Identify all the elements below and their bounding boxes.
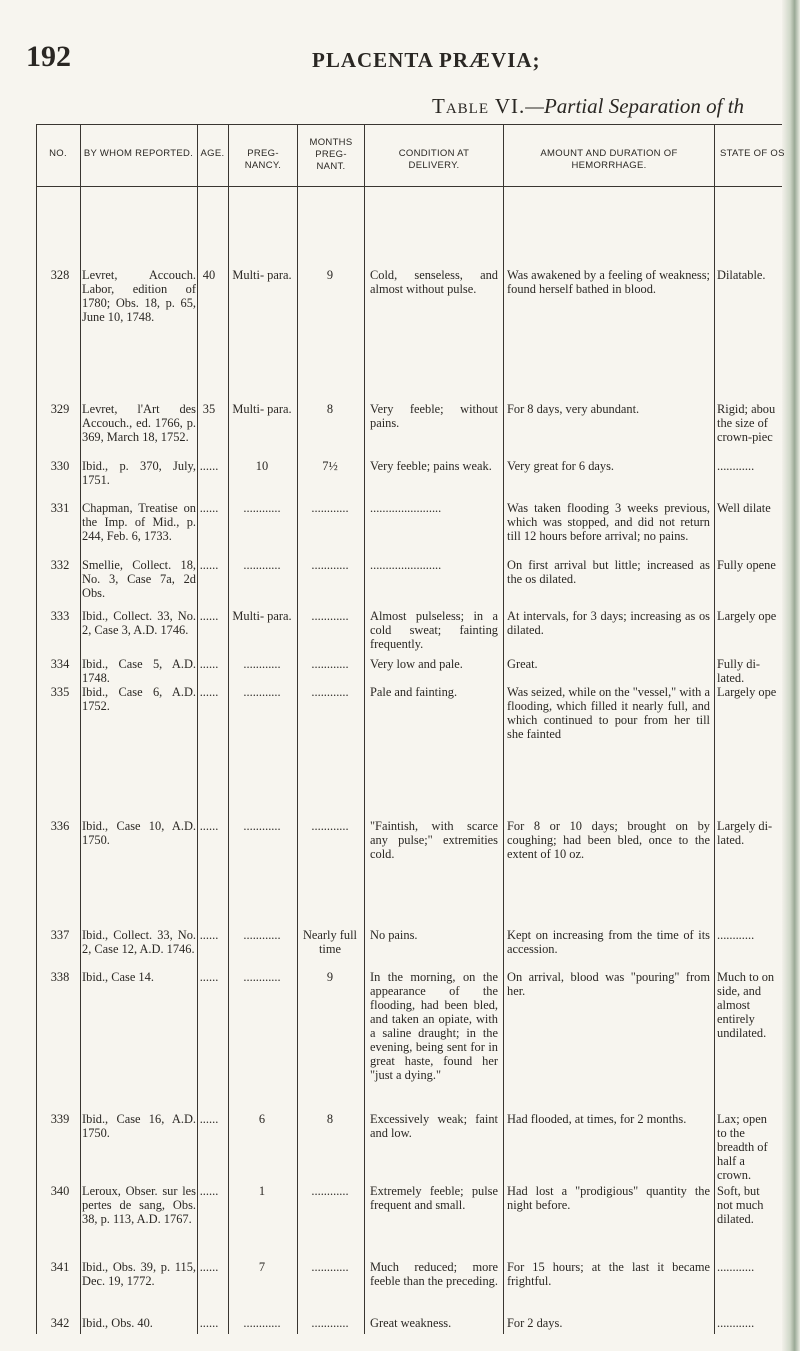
header-bottom-rule (36, 186, 782, 187)
cell-age: ...... (199, 928, 219, 942)
cell-condition: "Faintish, with scarce any pulse;" extremities cold. (370, 819, 498, 861)
cell-pregnancy: ............ (243, 970, 281, 984)
cell-reported-by: Ibid., Collect. 33, No. 2, Case 12, A.D. 1746. (82, 928, 196, 956)
col-rule (228, 124, 229, 1334)
page-edge-shadow (782, 0, 800, 1351)
table-label: Table VI. (432, 94, 526, 118)
cell-state: Largely ope (717, 685, 777, 699)
cell-hemorrhage: Very great for 6 days. (507, 459, 615, 473)
header-pregnancy: PREG- NANCY. (244, 148, 282, 171)
cell-pregnancy: ............ (243, 685, 281, 699)
cell-reported-by: Ibid., Case 10, A.D. 1750. (82, 819, 196, 847)
cell-condition: Very feeble; pains weak. (370, 459, 492, 473)
cell-months: 9 (326, 268, 334, 282)
cell-months: ............ (311, 609, 349, 623)
cell-hemorrhage: Kept on increasing from the time of its accession. (507, 928, 710, 956)
cell-no: 341 (50, 1260, 70, 1274)
cell-condition: In the morning, on the appearance of the flooding, had been bled, and taken an opiate, with a saline draught; in the evening, being sent for in great haste, found her "just a dying." (370, 970, 498, 1082)
header-age: AGE. (200, 148, 225, 159)
cell-hemorrhage: At intervals, for 3 days; increasing as os dilated. (507, 609, 710, 637)
cell-reported-by: Ibid., Collect. 33, No. 2, Case 3, A.D. 1746. (82, 609, 196, 637)
cell-state: Rigid; abou the size of crown-piec (717, 402, 776, 444)
cell-pregnancy: ............ (243, 1316, 281, 1330)
cell-hemorrhage: For 8 or 10 days; brought on by coughing; had been bled, once to the extent of 10 oz. (507, 819, 710, 861)
cell-age: ...... (199, 657, 219, 671)
cell-pregnancy: ............ (243, 657, 281, 671)
cell-condition: Almost pulseless; in a cold sweat; fainting frequently. (370, 609, 498, 651)
cell-no: 329 (50, 402, 70, 416)
col-rule (714, 124, 715, 1334)
cell-age: ...... (199, 558, 219, 572)
cell-hemorrhage: Had flooded, at times, for 2 months. (507, 1112, 687, 1126)
cell-pregnancy: ............ (243, 558, 281, 572)
cell-condition: ....................... (370, 558, 442, 572)
cell-condition: Very low and pale. (370, 657, 463, 671)
cell-state: ............ (717, 1260, 755, 1274)
cell-condition: Great weakness. (370, 1316, 452, 1330)
cell-reported-by: Ibid., Obs. 40. (82, 1316, 153, 1330)
cell-no: 339 (50, 1112, 70, 1126)
cell-hemorrhage: For 2 days. (507, 1316, 563, 1330)
cell-state: ............ (717, 928, 755, 942)
cell-pregnancy: ............ (243, 501, 281, 515)
col-rule (364, 124, 365, 1334)
cell-age: 35 (202, 402, 216, 416)
cell-reported-by: Ibid., Case 6, A.D. 1752. (82, 685, 196, 713)
header-reported-by: BY WHOM REPORTED. (83, 148, 194, 159)
table-title (432, 94, 744, 119)
cell-age: ...... (199, 1184, 219, 1198)
cell-reported-by: Smellie, Collect. 18, No. 3, Case 7a, 2d Obs. (82, 558, 196, 600)
cell-no: 338 (50, 970, 70, 984)
cell-age: ...... (199, 970, 219, 984)
cell-age: ...... (199, 501, 219, 515)
cell-no: 340 (50, 1184, 70, 1198)
cell-state: Fully di- lated. (717, 657, 761, 685)
cell-state: Well dilate (717, 501, 771, 515)
cell-state: Soft, but not much dilated. (717, 1184, 764, 1226)
cell-state: Largely di- lated. (717, 819, 773, 847)
header-condition: CONDITION AT DELIVERY. (398, 148, 470, 171)
cell-hemorrhage: For 15 hours; at the last it became frightful. (507, 1260, 710, 1288)
cell-hemorrhage: Was seized, while on the "vessel," with a flooding, which filled it nearly full, and which continued to pour from her till she fainted (507, 685, 710, 741)
cell-age: 40 (202, 268, 216, 282)
cell-age: ...... (199, 1112, 219, 1126)
cell-state: Dilatable. (717, 268, 766, 282)
cell-no: 331 (50, 501, 70, 515)
table-top-rule (36, 124, 782, 125)
cell-pregnancy: 1 (258, 1184, 266, 1198)
header-months-pregnant: MONTHS PREG- NANT. (309, 137, 353, 172)
col-rule (80, 124, 81, 1334)
col-rule (503, 124, 504, 1334)
cell-months: ............ (311, 501, 349, 515)
cell-months: 8 (326, 1112, 334, 1126)
cell-hemorrhage: For 8 days, very abundant. (507, 402, 640, 416)
running-head: PLACENTA PRÆVIA; (312, 48, 541, 72)
cell-condition: Much reduced; more feeble than the preceding. (370, 1260, 498, 1288)
cell-no: 328 (50, 268, 70, 282)
cell-age: ...... (199, 819, 219, 833)
cell-hemorrhage: Was taken flooding 3 weeks previous, which was stopped, and did not return till 12 hours before arrival; no pains. (507, 501, 710, 543)
cell-no: 333 (50, 609, 70, 623)
cell-pregnancy: 6 (258, 1112, 266, 1126)
cell-age: ...... (199, 1260, 219, 1274)
cell-state: Largely ope (717, 609, 777, 623)
col-rule (197, 124, 198, 1334)
cell-reported-by: Levret, l'Art des Accouch., ed. 1766, p. 369, March 18, 1752. (82, 402, 196, 444)
header-hemorrhage: AMOUNT AND DURATION OF HEMORRHAGE. (540, 148, 678, 171)
table-caption: —Partial Separation of th (525, 94, 745, 118)
cell-state: Much to on side, and almost entirely undilated. (717, 970, 775, 1040)
cell-age: ...... (199, 685, 219, 699)
cell-reported-by: Ibid., Obs. 39, p. 115, Dec. 19, 1772. (82, 1260, 196, 1288)
page-number: 192 (26, 40, 71, 73)
cell-condition: Excessively weak; faint and low. (370, 1112, 498, 1140)
cell-no: 342 (50, 1316, 70, 1330)
cell-months: 7½ (322, 459, 338, 473)
cell-condition: Cold, senseless, and almost without pulse. (370, 268, 498, 296)
cell-months: 8 (326, 402, 334, 416)
cell-reported-by: Ibid., Case 16, A.D. 1750. (82, 1112, 196, 1140)
cell-pregnancy: ............ (243, 928, 281, 942)
cell-pregnancy: Multi- para. (232, 402, 292, 416)
cell-condition: ....................... (370, 501, 442, 515)
cell-months: 9 (326, 970, 334, 984)
cell-age: ...... (199, 609, 219, 623)
cell-reported-by: Levret, Accouch. Labor, edition of 1780; Obs. 18, p. 65, June 10, 1748. (82, 268, 196, 324)
cell-condition: No pains. (370, 928, 418, 942)
cell-months: ............ (311, 657, 349, 671)
cell-hemorrhage: On arrival, blood was "pouring" from her. (507, 970, 710, 998)
cell-no: 335 (50, 685, 70, 699)
cell-months: ............ (311, 1184, 349, 1198)
col-rule (297, 124, 298, 1334)
cell-hemorrhage: Had lost a "prodigious" quantity the night before. (507, 1184, 710, 1212)
cell-no: 334 (50, 657, 70, 671)
cell-reported-by: Ibid., p. 370, July, 1751. (82, 459, 196, 487)
header-no: NO. (49, 148, 67, 159)
cell-state: ............ (717, 459, 755, 473)
cell-months: ............ (311, 819, 349, 833)
cell-condition: Pale and fainting. (370, 685, 458, 699)
cell-reported-by: Chapman, Treatise on the Imp. of Mid., p. 244, Feb. 6, 1733. (82, 501, 196, 543)
cell-reported-by: Ibid., Case 5, A.D. 1748. (82, 657, 196, 685)
cell-state: ............ (717, 1316, 755, 1330)
cell-hemorrhage: Was awakened by a feeling of weakness; found herself bathed in blood. (507, 268, 710, 296)
cell-months: ............ (311, 1316, 349, 1330)
cell-no: 337 (50, 928, 70, 942)
cell-state: Lax; open to the breadth of half a crown. (717, 1112, 768, 1182)
cell-months: ............ (311, 1260, 349, 1274)
cell-months: Nearly full time (302, 928, 357, 956)
cell-state: Fully opene (717, 558, 776, 572)
data-table (36, 124, 785, 1334)
cell-pregnancy: Multi- para. (232, 268, 292, 282)
cell-months: ............ (311, 558, 349, 572)
cell-reported-by: Ibid., Case 14. (82, 970, 154, 984)
cell-hemorrhage: On first arrival but little; increased as the os dilated. (507, 558, 710, 586)
cell-no: 330 (50, 459, 70, 473)
cell-condition: Very feeble; without pains. (370, 402, 498, 430)
cell-pregnancy: ............ (243, 819, 281, 833)
cell-pregnancy: Multi- para. (232, 609, 292, 623)
cell-reported-by: Leroux, Obser. sur les pertes de sang, Obs. 38, p. 113, A.D. 1767. (82, 1184, 196, 1226)
cell-pregnancy: 10 (255, 459, 269, 473)
cell-no: 332 (50, 558, 70, 572)
cell-no: 336 (50, 819, 70, 833)
cell-months: ............ (311, 685, 349, 699)
cell-hemorrhage: Great. (507, 657, 538, 671)
header-state-of-os: STATE OF OS (720, 148, 785, 159)
cell-age: ...... (199, 1316, 219, 1330)
cell-condition: Extremely feeble; pulse frequent and small. (370, 1184, 498, 1212)
cell-pregnancy: 7 (258, 1260, 266, 1274)
cell-age: ...... (199, 459, 219, 473)
col-rule (36, 124, 37, 1334)
